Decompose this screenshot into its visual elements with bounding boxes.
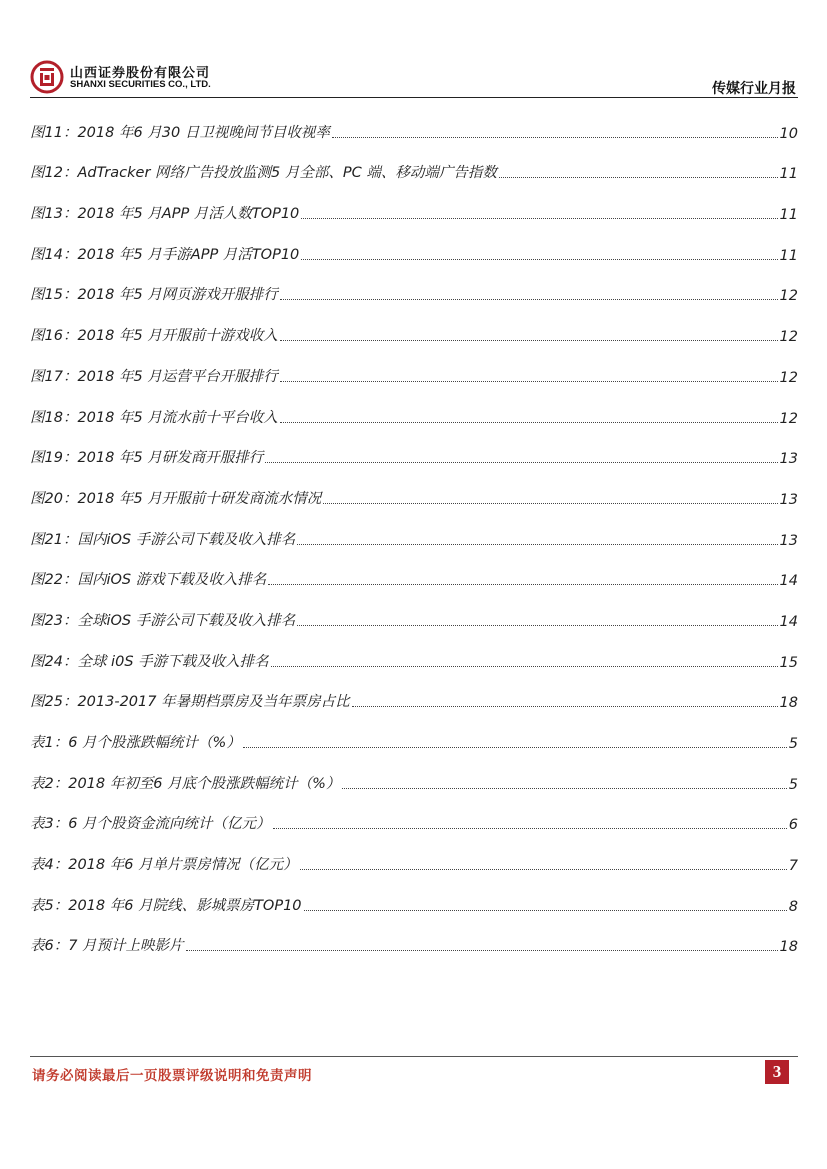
toc-leader-dots xyxy=(332,137,778,138)
company-name-cn: 山西证券股份有限公司 xyxy=(70,66,211,81)
toc-entry[interactable] xyxy=(30,918,798,959)
toc-leader-dots xyxy=(243,747,787,748)
toc-leader-dots xyxy=(300,869,787,870)
toc-leader-dots xyxy=(186,950,778,951)
toc-entry-label[interactable]: 图11：2018 年6 月30 日卫视晚间节目收视率 xyxy=(30,124,330,141)
toc-entry-page[interactable]: 11 xyxy=(779,166,798,183)
toc-entry[interactable] xyxy=(30,796,798,837)
toc-entry[interactable] xyxy=(30,267,798,308)
toc-entry-label[interactable]: 图21：国内iOS 手游公司下载及收入排名 xyxy=(30,531,296,548)
toc-leader-dots xyxy=(280,340,778,341)
toc-entry-page[interactable]: 18 xyxy=(779,939,798,956)
toc-leader-dots xyxy=(271,666,778,667)
toc-leader-dots xyxy=(342,788,786,789)
toc-leader-dots xyxy=(280,422,778,423)
toc-entry-label[interactable]: 图20：2018 年5 月开服前十研发商流水情况 xyxy=(30,490,322,507)
toc-entry[interactable] xyxy=(30,877,798,918)
toc-entry-page[interactable]: 11 xyxy=(779,247,798,264)
toc-entry[interactable] xyxy=(30,592,798,633)
toc-entry[interactable] xyxy=(30,104,798,145)
toc-entry-page[interactable]: 12 xyxy=(779,288,798,305)
toc-entry-page[interactable]: 12 xyxy=(779,329,798,346)
toc-entry[interactable] xyxy=(30,511,798,552)
toc-entry-label[interactable]: 图13：2018 年5 月APP 月活人数TOP10 xyxy=(30,206,300,223)
toc-entry[interactable] xyxy=(30,714,798,755)
toc-entry-page[interactable]: 14 xyxy=(779,573,798,590)
toc-leader-dots xyxy=(301,259,777,260)
toc-entry[interactable] xyxy=(30,836,798,877)
toc-entry-label[interactable]: 图24：全球 i0S 手游下载及收入排名 xyxy=(30,653,269,670)
table-of-figures xyxy=(30,104,798,958)
toc-entry-page[interactable]: 7 xyxy=(788,858,798,875)
toc-entry-page[interactable]: 15 xyxy=(779,654,798,671)
toc-leader-dots xyxy=(280,299,778,300)
page-number-badge: 3 xyxy=(765,1060,789,1084)
toc-entry-label[interactable]: 图23：全球iOS 手游公司下载及收入排名 xyxy=(30,612,296,629)
toc-entry-label[interactable]: 表2：2018 年初至6 月底个股涨跌幅统计（%） xyxy=(30,775,341,792)
toc-entry[interactable] xyxy=(30,755,798,796)
footer-divider xyxy=(30,1056,798,1057)
toc-entry[interactable] xyxy=(30,145,798,186)
toc-leader-dots xyxy=(273,828,787,829)
toc-leader-dots xyxy=(499,177,778,178)
toc-entry[interactable] xyxy=(30,552,798,593)
toc-entry-page[interactable]: 13 xyxy=(779,451,798,468)
toc-entry[interactable] xyxy=(30,226,798,267)
toc-leader-dots xyxy=(297,544,777,545)
report-type: 传媒行业月报 xyxy=(712,81,796,97)
toc-leader-dots xyxy=(352,706,778,707)
toc-leader-dots xyxy=(304,910,787,911)
toc-entry-label[interactable]: 表6：7 月预计上映影片 xyxy=(30,938,184,955)
shanxi-securities-logo-icon xyxy=(30,60,64,94)
toc-entry[interactable] xyxy=(30,430,798,471)
toc-entry-label[interactable]: 表1：6 月个股涨跌幅统计（%） xyxy=(30,735,241,751)
toc-leader-dots xyxy=(301,218,777,219)
toc-entry-label[interactable]: 图25：2013-2017 年暑期档票房及当年票房占比 xyxy=(30,694,350,711)
toc-leader-dots xyxy=(323,503,777,504)
toc-entry-page[interactable]: 5 xyxy=(788,736,798,752)
toc-entry-page[interactable]: 14 xyxy=(779,613,798,630)
disclaimer-text: 请务必阅读最后一页股票评级说明和免责声明 xyxy=(32,1068,312,1084)
header-divider xyxy=(30,97,798,98)
toc-leader-dots xyxy=(297,625,777,626)
page-header xyxy=(30,58,798,98)
toc-leader-dots xyxy=(265,462,777,463)
toc-entry-label[interactable]: 图16：2018 年5 月开服前十游戏收入 xyxy=(30,328,278,345)
toc-leader-dots xyxy=(280,381,778,382)
toc-entry-label[interactable]: 表4：2018 年6 月单片票房情况（亿元） xyxy=(30,857,298,874)
toc-entry-label[interactable]: 表5：2018 年6 月院线、影城票房TOP10 xyxy=(30,897,302,914)
toc-entry-page[interactable]: 18 xyxy=(779,695,798,712)
toc-entry-page[interactable]: 8 xyxy=(788,898,798,915)
toc-entry-label[interactable]: 图22：国内iOS 游戏下载及收入排名 xyxy=(30,572,267,589)
toc-entry[interactable] xyxy=(30,470,798,511)
toc-entry-page[interactable]: 13 xyxy=(779,532,798,549)
toc-entry[interactable] xyxy=(30,674,798,715)
toc-entry-page[interactable]: 11 xyxy=(779,207,798,224)
toc-entry-label[interactable]: 表3：6 月个股资金流向统计（亿元） xyxy=(30,816,271,833)
toc-entry[interactable] xyxy=(30,307,798,348)
toc-entry-label[interactable]: 图14：2018 年5 月手游APP 月活TOP10 xyxy=(30,246,300,263)
company-name-en: SHANXI SECURITIES CO., LTD. xyxy=(70,79,211,90)
toc-entry[interactable] xyxy=(30,633,798,674)
toc-entry-label[interactable]: 图12：AdTracker 网络广告投放监测5 月全部、PC 端、移动端广告指数 xyxy=(30,165,497,182)
toc-entry-label[interactable]: 图17：2018 年5 月运营平台开服排行 xyxy=(30,368,278,385)
toc-entry[interactable] xyxy=(30,348,798,389)
toc-entry[interactable] xyxy=(30,389,798,430)
toc-entry-page[interactable]: 12 xyxy=(779,410,798,427)
toc-entry[interactable] xyxy=(30,185,798,226)
toc-entry-label[interactable]: 图15：2018 年5 月网页游戏开服排行 xyxy=(30,287,278,304)
toc-leader-dots xyxy=(268,584,777,585)
toc-entry-page[interactable]: 10 xyxy=(779,125,798,142)
toc-entry-label[interactable]: 图19：2018 年5 月研发商开服排行 xyxy=(30,450,264,467)
toc-entry-page[interactable]: 5 xyxy=(788,776,798,793)
toc-entry-page[interactable]: 12 xyxy=(779,369,798,386)
toc-entry-page[interactable]: 6 xyxy=(788,817,798,834)
toc-entry-label[interactable]: 图18：2018 年5 月流水前十平台收入 xyxy=(30,409,278,426)
toc-entry-page[interactable]: 13 xyxy=(779,491,798,508)
